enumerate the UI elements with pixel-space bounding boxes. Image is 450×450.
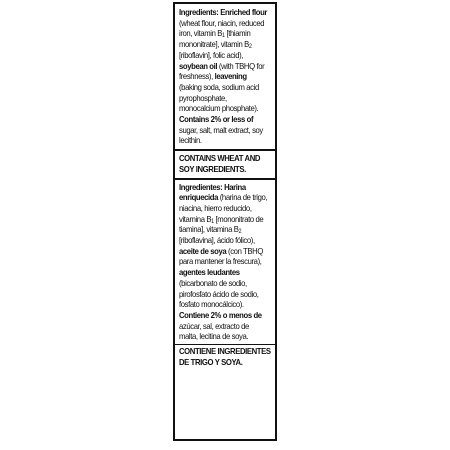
text-segment: iron, vitamin B	[179, 28, 223, 39]
ingredient-line: [riboflavin], folic acid),	[179, 49, 244, 60]
ingredientes-heading: Ingredientes: Harina	[179, 181, 246, 192]
ingredient-line	[179, 7, 271, 18]
ingredient-line	[179, 267, 271, 278]
text-segment: mononitrate], vitamin B	[179, 39, 249, 50]
ingredient-line: monocalcium phosphate).	[179, 103, 259, 114]
ingredient-line	[179, 192, 271, 203]
text-segment: freshness),	[179, 71, 215, 82]
ingredient-line: niacina, hierro reducido,	[179, 202, 252, 213]
allergen-line: DE TRIGO Y SOYA.	[179, 356, 243, 367]
spanish-ingredients	[179, 182, 271, 343]
ingredient-name: enriquecida	[179, 192, 218, 203]
contiene-menos-heading: Contiene 2% o menos de	[179, 309, 262, 320]
allergen-statement-en	[179, 153, 271, 174]
ingredient-name: leavening	[214, 71, 247, 82]
ingredient-line: para mantener la frescura),	[179, 256, 262, 267]
subscript: 2	[248, 44, 252, 51]
ingredient-line	[179, 310, 271, 321]
text-segment: [mononitrato de	[213, 213, 264, 224]
contains-less-heading: Contains 2% or less of	[179, 114, 254, 125]
ingredient-line	[179, 214, 271, 225]
ingredient-line: pirofosfato ácido de sodio,	[179, 288, 259, 299]
text-segment: (with TBHQ for	[217, 60, 265, 71]
ingredient-line: lecithin.	[179, 135, 202, 146]
ingredient-line	[179, 71, 271, 82]
text-segment: (harina de trigo,	[217, 192, 268, 203]
ingredient-line	[179, 114, 271, 125]
allergen-line: SOY INGREDIENTS.	[179, 163, 246, 174]
ingredients-heading: Ingredients: Enriched flour	[179, 7, 268, 17]
subscript: 2	[238, 229, 242, 236]
ingredient-name: aceite de soya	[179, 245, 227, 256]
subscript: 1	[211, 218, 214, 225]
ingredient-line	[179, 246, 271, 257]
ingredient-line	[179, 61, 271, 72]
subscript: 1	[222, 33, 225, 40]
ingredient-name: soybean oil	[179, 60, 218, 71]
allergen-line: CONTIENE INGREDIENTES	[179, 346, 271, 357]
ingredients-label-panel	[173, 2, 277, 441]
ingredient-name: agentes leudantes	[179, 267, 240, 278]
text-segment: (con TBHQ	[226, 245, 263, 256]
ingredient-line: malta, lecitina de soya.	[179, 331, 249, 342]
ingredient-line: fosfato monocálcico).	[179, 299, 244, 310]
ingredient-line: azúcar, sal, extracto de	[179, 320, 249, 331]
ingredient-line	[179, 224, 271, 235]
allergen-statement-es	[179, 346, 271, 367]
ingredient-line: pyrophosphate,	[179, 92, 227, 103]
text-segment: [thiamin	[224, 28, 251, 39]
ingredient-line: (baking soda, sodium acid	[179, 81, 259, 92]
english-ingredients	[179, 7, 271, 146]
allergen-line: CONTAINS WHEAT AND	[179, 153, 261, 164]
text-segment: vitamina B	[179, 213, 212, 224]
ingredient-line	[179, 28, 271, 39]
divider	[175, 178, 275, 180]
ingredient-line: (wheat flour, niacin, reduced	[179, 17, 265, 28]
ingredient-line	[179, 39, 271, 50]
divider	[175, 149, 275, 151]
ingredient-line: [riboflavina], ácido fólico),	[179, 235, 255, 246]
ingredient-line: (bicarbonato de sodio,	[179, 277, 247, 288]
ingredient-line	[179, 182, 271, 193]
text-segment: tiamina], vitamina B	[179, 224, 239, 235]
divider	[175, 344, 275, 345]
ingredient-line: sugar, salt, malt extract, soy	[179, 124, 263, 135]
